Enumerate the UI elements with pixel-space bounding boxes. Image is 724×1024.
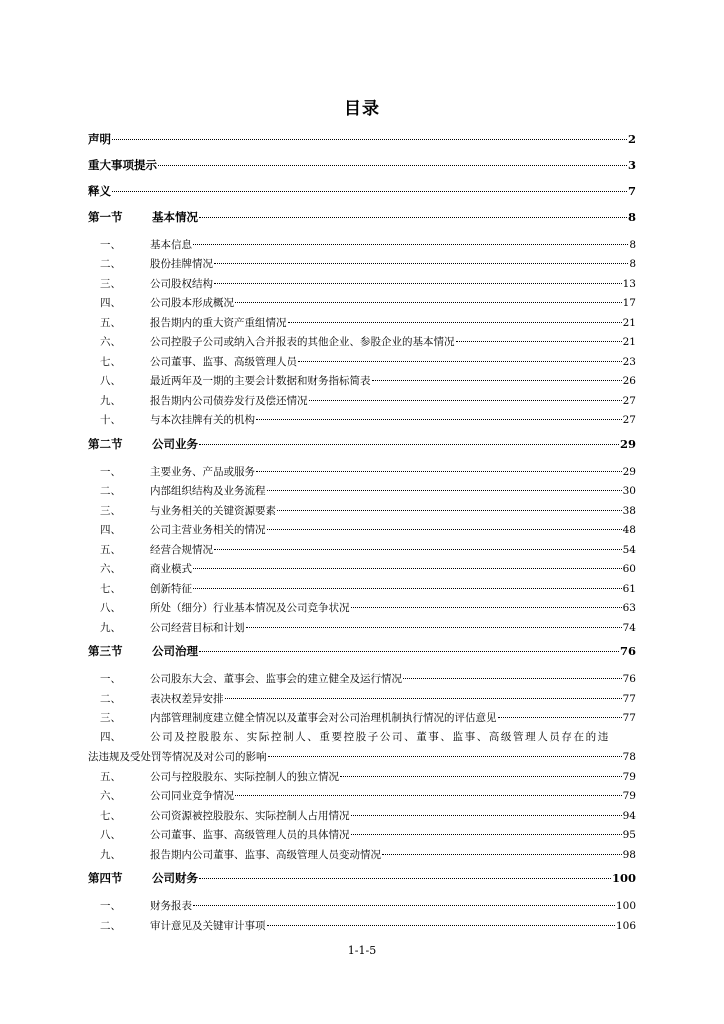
subentry-number: 四、 [100, 297, 121, 309]
dot-leader [193, 558, 622, 570]
toc-entry-label: 声明 [88, 131, 111, 146]
toc-page-number: 30 [622, 485, 636, 497]
toc-page-number: 74 [622, 621, 636, 634]
toc-page-number: 100 [615, 900, 636, 912]
toc-page-number: 29 [622, 465, 636, 478]
dot-leader [267, 480, 622, 492]
subentry-number: 六、 [100, 563, 121, 575]
dot-leader [382, 843, 622, 855]
subentry-label: 经营合规情况 [150, 543, 213, 556]
dot-leader [235, 292, 622, 304]
subentry-number: 九、 [100, 621, 121, 634]
section-number: 第一节 [88, 209, 123, 224]
dot-leader [214, 538, 622, 550]
subentry-number: 一、 [100, 238, 121, 251]
dot-leader [288, 311, 622, 323]
toc-page-number: 17 [622, 297, 636, 309]
toc-page-number: 94 [622, 809, 636, 822]
subentry-label: 报告期内公司债券发行及偿还情况 [150, 394, 308, 407]
page-footer-number: 1-1-5 [347, 944, 377, 957]
dot-leader [267, 519, 622, 531]
toc-page-number: 38 [622, 504, 636, 517]
subentry-label: 所处（细分）行业基本情况及公司竞争状况 [150, 602, 350, 614]
toc-page-number: 21 [622, 316, 636, 329]
subentry-number: 二、 [100, 692, 121, 705]
subentry-label: 商业模式 [150, 563, 192, 575]
subentry-label: 表决权差异安排 [150, 692, 224, 705]
dot-leader [199, 432, 619, 445]
subentry-number: 七、 [100, 582, 121, 595]
toc-page-number: 95 [622, 829, 636, 841]
subentry-label: 报告期内的重大资产重组情况 [150, 316, 287, 329]
subentry-number: 六、 [100, 336, 121, 348]
dot-leader [256, 460, 622, 472]
dot-leader [112, 179, 627, 192]
subentry-label: 公司经营目标和计划 [150, 621, 245, 634]
dot-leader [456, 331, 622, 343]
toc-page-number: 106 [615, 919, 636, 932]
dot-leader [309, 389, 622, 401]
subentry-number: 五、 [100, 770, 121, 783]
dot-leader [277, 499, 622, 511]
toc-page-number: 63 [622, 602, 636, 614]
subentry-label: 公司股权结构 [150, 277, 213, 290]
subentry-label: 内部管理制度建立健全情况以及董事会对公司治理机制执行情况的评估意见 [150, 712, 497, 724]
toc-page-number: 27 [622, 414, 636, 426]
subentry-label: 财务报表 [150, 900, 192, 912]
subentry-number: 八、 [100, 375, 121, 387]
toc-page-number: 29 [619, 436, 636, 451]
dot-leader [193, 577, 622, 589]
toc-page-number: 79 [622, 790, 636, 802]
toc-subentry[interactable] [88, 846, 636, 866]
subentry-number: 三、 [100, 712, 121, 724]
subentry-label: 与业务相关的关键资源要素 [150, 504, 276, 517]
toc-subentry[interactable] [88, 412, 636, 432]
toc-page-number: 21 [622, 336, 636, 348]
section-number: 第四节 [88, 871, 123, 885]
subentry-label: 股份挂牌情况 [150, 258, 213, 270]
subentry-label: 公司股本形成概况 [150, 297, 234, 309]
subentry-number: 四、 [100, 731, 121, 743]
toc-entry-label: 释义 [88, 183, 111, 198]
section-label: 公司治理 [152, 644, 198, 658]
dot-leader [199, 867, 611, 880]
table-of-contents [88, 130, 636, 937]
dot-leader [199, 205, 627, 218]
toc-section-3[interactable] [88, 643, 636, 671]
subentry-number: 一、 [100, 673, 121, 685]
dot-leader [256, 409, 622, 421]
dot-leader [193, 233, 628, 245]
dot-leader [340, 765, 622, 777]
subentry-number: 一、 [100, 465, 121, 478]
section-label: 基本情况 [152, 209, 198, 224]
dot-leader [268, 746, 622, 758]
toc-section-1[interactable] [88, 208, 636, 236]
dot-leader [403, 668, 622, 680]
subentry-number: 七、 [100, 355, 121, 368]
subentry-label: 公司董事、监事、高级管理人员 [150, 355, 297, 368]
subentry-label: 创新特征 [150, 582, 192, 595]
toc-page-number: 8 [629, 238, 636, 251]
dot-leader [214, 272, 622, 284]
subentry-label: 与本次挂牌有关的机构 [150, 414, 255, 426]
subentry-number: 三、 [100, 277, 121, 290]
page-title: 目录 [344, 99, 380, 119]
toc-page-number: 48 [622, 524, 636, 536]
dot-leader [246, 616, 622, 628]
subentry-number: 三、 [100, 504, 121, 517]
toc-page-number: 13 [622, 277, 636, 290]
dot-leader [498, 707, 622, 719]
subentry-number: 八、 [100, 602, 121, 614]
dot-leader [351, 804, 622, 816]
subentry-label: 报告期内公司董事、监事、高级管理人员变动情况 [150, 848, 381, 861]
dot-leader [193, 895, 615, 907]
subentry-label: 公司与控股股东、实际控制人的独立情况 [150, 770, 339, 783]
dot-leader [158, 153, 627, 166]
dot-leader [199, 640, 619, 653]
toc-page-number: 54 [622, 543, 636, 556]
toc-page-number: 3 [627, 157, 636, 172]
toc-page-number: 61 [622, 582, 636, 595]
subentry-label: 公司主营业务相关的情况 [150, 524, 266, 536]
toc-subentry[interactable] [88, 917, 636, 937]
subentry-label: 公司董事、监事、高级管理人员的具体情况 [150, 829, 350, 841]
subentry-label: 内部组织结构及业务流程 [150, 485, 266, 497]
toc-page-number: 8 [629, 258, 636, 270]
subentry-label: 审计意见及关键审计事项 [150, 919, 266, 932]
dot-leader [214, 253, 628, 265]
subentry-label: 公司控股子公司或纳入合并报表的其他企业、参股企业的基本情况 [150, 336, 455, 348]
dot-leader [298, 350, 622, 362]
toc-subentry[interactable] [88, 710, 636, 730]
toc-page-number: 7 [627, 183, 636, 198]
dot-leader [351, 824, 622, 836]
toc-page-number: 98 [622, 848, 636, 861]
section-number: 第三节 [88, 644, 123, 658]
subentry-label: 公司股东大会、董事会、监事会的建立健全及运行情况 [150, 673, 402, 685]
subentry-number: 二、 [100, 485, 121, 497]
subentry-number: 九、 [100, 394, 121, 407]
subentry-number: 九、 [100, 848, 121, 861]
section-number: 第二节 [88, 436, 123, 451]
dot-leader [112, 127, 627, 140]
subentry-number: 二、 [100, 919, 121, 932]
section-label: 公司业务 [152, 436, 198, 451]
toc-section-2[interactable] [88, 435, 636, 463]
toc-section-4[interactable] [88, 870, 636, 898]
subentry-number: 八、 [100, 829, 121, 841]
subentry-number: 七、 [100, 809, 121, 822]
subentry-label: 主要业务、产品或服务 [150, 465, 255, 478]
toc-page-number: 26 [622, 375, 636, 387]
subentry-label: 公司资源被控股股东、实际控制人占用情况 [150, 809, 350, 822]
toc-page-number: 8 [627, 209, 636, 224]
subentry-label: 最近两年及一期的主要会计数据和财务指标简表 [150, 375, 371, 387]
toc-page-number: 77 [622, 712, 636, 724]
subentry-label-line2: 法违规及受处罚等情况及对公司的影响 [88, 751, 267, 763]
dot-leader [267, 914, 615, 926]
toc-page-number: 23 [622, 355, 636, 368]
subentry-number: 五、 [100, 316, 121, 329]
toc-page-number: 77 [622, 692, 636, 705]
toc-page-number: 60 [622, 563, 636, 575]
toc-entry-label: 重大事项提示 [88, 157, 157, 172]
toc-page-number: 78 [622, 751, 636, 763]
toc-page-number: 2 [627, 131, 636, 146]
toc-page-number: 100 [611, 871, 636, 885]
subentry-number: 十、 [100, 414, 121, 426]
subentry-number: 四、 [100, 524, 121, 536]
subentry-number: 一、 [100, 900, 121, 912]
subentry-label: 公司同业竞争情况 [150, 790, 234, 802]
subentry-number: 五、 [100, 543, 121, 556]
toc-page-number: 76 [619, 644, 636, 658]
subentry-number: 二、 [100, 258, 121, 270]
dot-leader [351, 597, 622, 609]
toc-page-number: 27 [622, 394, 636, 407]
dot-leader [225, 687, 622, 699]
subentry-label: 基本信息 [150, 238, 192, 251]
section-label: 公司财务 [152, 871, 198, 885]
subentry-number: 六、 [100, 790, 121, 802]
dot-leader [372, 370, 622, 382]
toc-page-number: 79 [622, 770, 636, 783]
toc-page-number: 76 [622, 673, 636, 685]
dot-leader [235, 785, 622, 797]
toc-subentry[interactable] [88, 619, 636, 639]
subentry-label-line1: 公司及控股股东、实际控制人、重要控股子公司、董事、监事、高级管理人员存在的违 [150, 731, 610, 743]
